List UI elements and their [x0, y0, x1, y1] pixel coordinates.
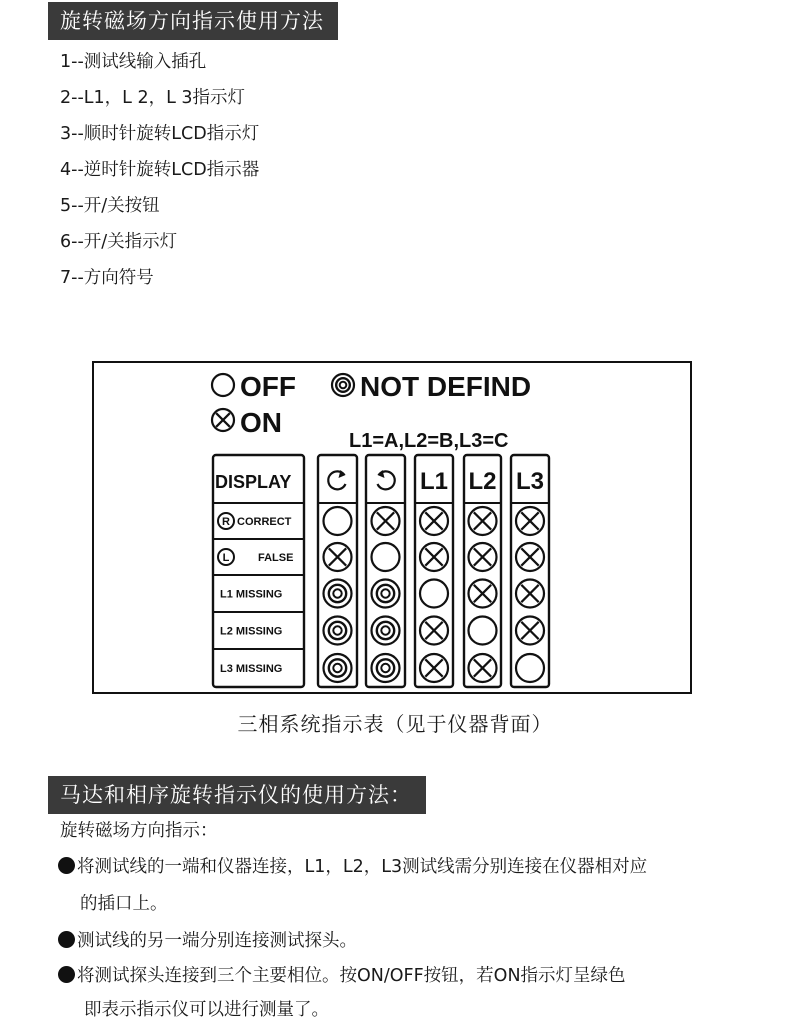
bullet-item [58, 963, 626, 989]
row-label: L3 MISSING [220, 663, 283, 675]
legend-on-label: ON [240, 407, 282, 438]
list-item: 7--方向符号 [60, 268, 154, 288]
row-symbol-label: R [222, 516, 230, 528]
indicator-circle-off-icon [372, 543, 400, 571]
row-label: CORRECT [237, 516, 292, 528]
list-item: 6--开/关指示灯 [60, 232, 178, 252]
phase-mapping-label: L1=A,L2=B,L3=C [349, 430, 509, 452]
bullet-item [58, 928, 357, 954]
indicator-circle-off-icon [420, 580, 448, 608]
bullet-continuation: 的插口上。 [80, 894, 168, 914]
row-label: FALSE [258, 552, 294, 564]
indicator-circle-off-icon [324, 507, 352, 535]
bullet-dot-icon [58, 857, 75, 874]
column-header-label: L2 [468, 468, 497, 495]
row-symbol-label: L [222, 552, 230, 564]
list-item: 3--顺时针旋转LCD指示灯 [60, 124, 260, 144]
three-phase-indicator-figure [92, 361, 692, 694]
indicator-circle-off-icon [469, 617, 497, 645]
legend-off-off-icon [212, 374, 234, 396]
section-title-rotating-field: 旋转磁场方向指示使用方法 [48, 2, 338, 40]
component-list [60, 44, 259, 296]
list-item: 1--测试线输入插孔 [60, 52, 207, 72]
bullet-text: 测试线的另一端分别连接测试探头。 [77, 931, 357, 951]
row-label: L1 MISSING [220, 588, 283, 601]
bullet-dot-icon [58, 931, 75, 948]
row-label: L2 MISSING [220, 625, 283, 638]
bullet-continuation: 即表示指示仪可以进行测量了。 [84, 1000, 329, 1020]
list-item: 2--L1，L 2，L 3指示灯 [60, 88, 246, 108]
legend-off-label: OFF [240, 371, 296, 402]
column-header-label: L3 [515, 468, 545, 495]
display-label: DISPLAY [215, 472, 292, 492]
indicator-table-drawing [94, 363, 690, 692]
figure-caption: 三相系统指示表（见于仪器背面） [237, 712, 553, 736]
intro-text: 旋转磁场方向指示： [60, 821, 218, 841]
list-item: 4--逆时针旋转LCD指示器 [60, 160, 260, 180]
section-title-usage: 马达和相序旋转指示仪的使用方法： [48, 776, 426, 814]
legend-not-defind-label: NOT DEFIND [360, 371, 532, 402]
column-header-label: L1 [419, 468, 449, 495]
list-item: 5--开/关按钮 [60, 196, 160, 216]
bullet-text: 将测试探头连接到三个主要相位。按ON/OFF按钮，若ON指示灯呈绿色 [77, 966, 626, 986]
bullet-item [58, 854, 647, 880]
bullet-text: 将测试线的一端和仪器连接，L1，L2，L3测试线需分别连接在仪器相对应 [77, 857, 648, 877]
bullet-dot-icon [58, 966, 75, 983]
indicator-circle-off-icon [516, 654, 544, 682]
